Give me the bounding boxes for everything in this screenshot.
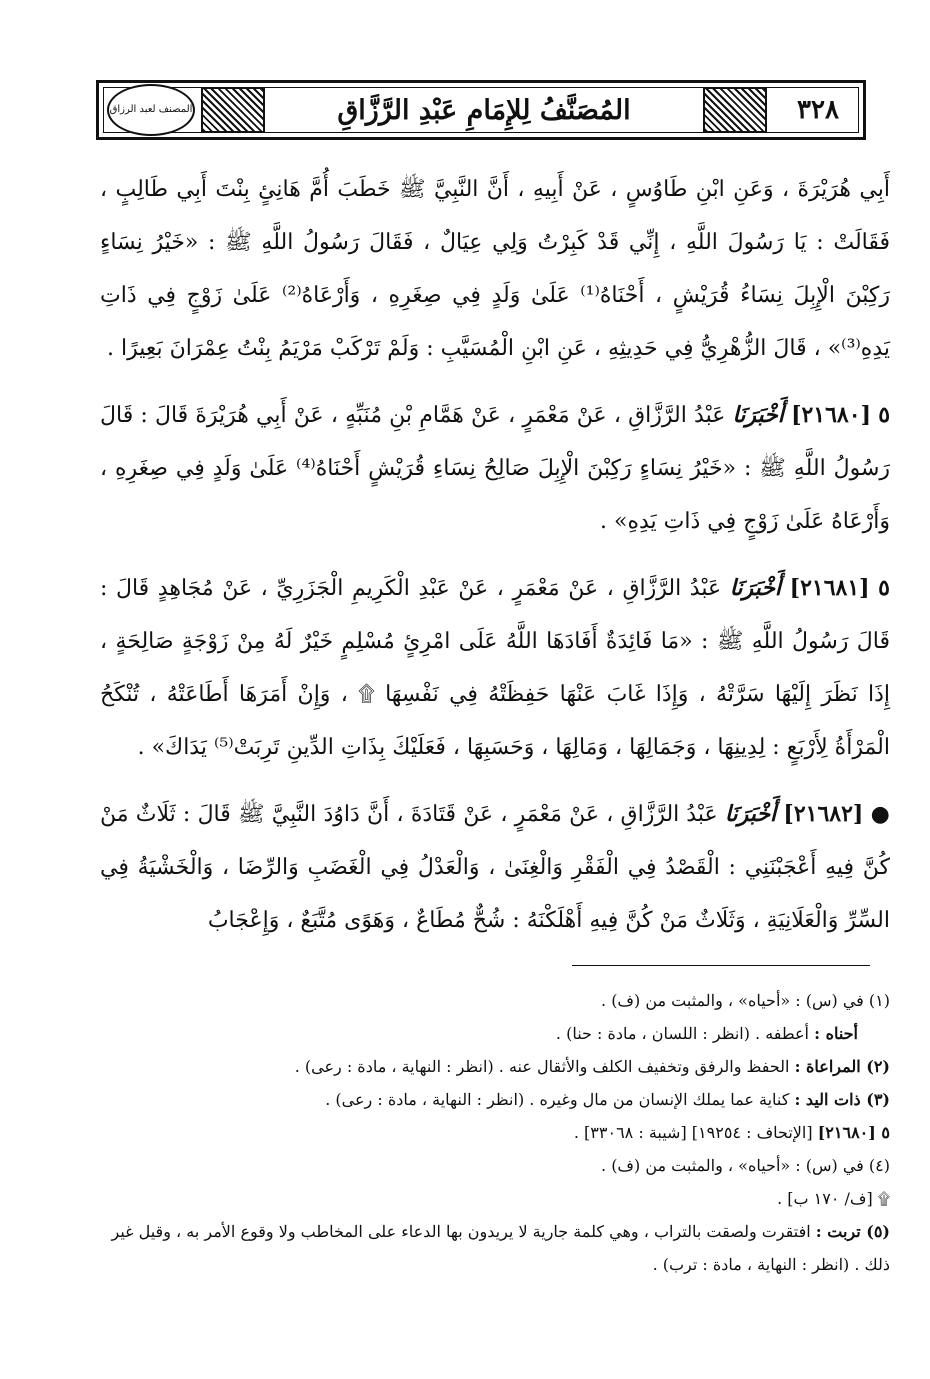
footnote-label: (٢) المراعاة : [794,1057,890,1076]
hadith-paragraph [100,788,890,947]
footnote-label: (٣) ذات اليد : [794,1090,890,1109]
ornament-left [201,87,265,133]
hadith-number: [٢١٦٨٠] [791,402,871,428]
footnote-label: ٥ [٢١٦٨٠] [817,1123,890,1142]
footnote [100,984,890,1017]
hadith-marker: ٥ [878,402,891,428]
footnote [100,1182,890,1215]
footnote-text: [الإتحاف : ١٩٢٥٤] [شيبة : ٣٣٠٦٨] . [573,1123,813,1142]
footnote-label: أحناه : [814,1024,858,1043]
hadith-marker: ٥ [878,575,890,601]
paragraph-text: عَبْدُ الرَّزَّاقِ ، عَنْ مَعْمَرٍ ، عَنْ عَبْدِ الْكَرِيمِ الْجَزَرِيِّ ، عَنْ مُجَاهِدٍ قَالَ : قَالَ رَسُولُ اللَّهِ ﷺ : «مَا فَائِدَةٌ أَفَادَهَا اللَّهُ عَلَى امْرِئٍ مُسْلِمٍ خَيْرٌ لَهُ مِنْ زَوْجَةٍ صَالِحَةٍ ، إِذَا نَظَرَ إِلَيْهَا سَرَّتْهُ ، وَإِذَا غَابَ عَنْهَا حَفِظَتْهُ فِي نَفْسِهَا ۩ ، وَإِنْ أَمَرَهَا أَطَاعَتْهُ ، تُنْكَحُ الْمَرْأَةُ لِأَرْبَعٍ : لِدِينِهَا ، وَجَمَالِهَا ، وَمَالِهَا ، وَحَسَبِهَا ، فَعَلَيْكَ بِذَاتِ الدِّينِ تَرِبَتْ⁽⁵⁾ يَدَاكَ» . [100,576,890,760]
footnote [100,1215,890,1281]
akhbarana-word: أَخْبَرَنَا [732,402,784,428]
page-header [96,80,866,140]
book-emblem: المصنف لعبد الرزاق [107,84,195,136]
hadith-number: [٢١٦٨١] [789,575,870,601]
footnote-text: الحفظ والرفق وتخفيف الكلف والأثقال عنه . (انظر : النهاية ، مادة : رعى) . [294,1057,790,1076]
footnote [100,1149,890,1182]
footnote-text: (١) في (س) : «أحياه» ، والمثبت من (ف) . [601,991,890,1010]
footnote-text: (٤) في (س) : «أحياه» ، والمثبت من (ف) . [601,1156,890,1175]
hadith-number: [٢١٦٨٢] [783,801,864,827]
footnote-text: كناية عما يملك الإنسان من مال وغيره . (انظر : النهاية ، مادة : رعى) . [325,1090,790,1109]
hadith-paragraph [100,562,890,774]
hadith-marker: ● [870,801,891,827]
page-number: ٣٢٨ [797,95,839,125]
footnote [100,1083,890,1116]
book-title: المُصَنَّفُ لِلإِمَامِ عَبْدِ الرَّزَّاقِ [337,94,631,126]
paragraph-text: عَبْدُ الرَّزَّاقِ ، عَنْ مَعْمَرٍ ، عَنْ قَتَادَةَ ، أَنَّ دَاوُدَ النَّبِيَّ ﷺ قَالَ : ثَلَاثٌ مَنْ كُنَّ فِيهِ أَعْجَبْنَنِي : الْقَصْدُ فِي الْفَقْرِ وَالْغِنَىٰ ، وَالْعَدْلُ فِي الْغَضَبِ وَالرِّضَا ، وَالْخَشْيَةُ فِي السِّرِّ وَالْعَلَانِيَةِ ، وَثَلَاثٌ مَنْ كُنَّ فِيهِ أَهْلَكْنَهُ : شُحٌّ مُطَاعٌ ، وَهَوًى مُتَّبَعٌ ، وَإِعْجَابُ [100,802,890,933]
paragraph-text: أَبِي هُرَيْرَةَ ، وَعَنِ ابْنِ طَاوُسٍ ، عَنْ أَبِيهِ ، أَنَّ النَّبِيَّ ﷺ خَطَبَ أُمَّ هَانِئٍ بِنْتَ أَبِي طَالِبٍ ، فَقَالَتْ : يَا رَسُولَ اللَّهِ ، إِنِّي قَدْ كَبِرْتُ وَلِي عِيَالٌ ، فَقَالَ رَسُولُ اللَّهِ ﷺ : «خَيْرُ نِسَاءٍ رَكِبْنَ الْإِبِلَ نِسَاءُ قُرَيْشٍ ، أَحْنَاهُ⁽¹⁾ عَلَىٰ وَلَدٍ فِي صِغَرِهِ ، وَأَرْعَاهُ⁽²⁾ عَلَىٰ زَوْجٍ فِي ذَاتِ يَدِهِ⁽³⁾» ، قَالَ الزُّهْرِيُّ فِي حَدِيثِهِ ، عَنِ ابْنِ الْمُسَيَّبِ : وَلَمْ تَرْكَبْ مَرْيَمُ بِنْتُ عِمْرَانَ بَعِيرًا . [100,177,890,361]
footnote-label: (٥) تربت : [815,1222,890,1241]
akhbarana-word: أَخْبَرَنَا [724,801,777,827]
ornament-right [703,87,767,133]
hadith-paragraph [100,163,890,375]
footnote [100,1017,890,1050]
main-text [100,163,890,953]
footnote-text: ۩ [ف/ ١٧٠ ب] . [777,1189,890,1208]
hadith-paragraph [100,389,890,548]
paragraph-text: عَبْدُ الرَّزَّاقِ ، عَنْ مَعْمَرٍ ، عَنْ هَمَّامِ بْنِ مُنَبِّهٍ ، عَنْ أَبِي هُرَيْرَةَ قَالَ : قَالَ رَسُولُ اللَّهِ ﷺ : «خَيْرُ نِسَاءٍ رَكِبْنَ الْإِبِلَ صَالِحُ نِسَاءِ قُرَيْشٍ أَحْنَاهُ⁽⁴⁾ عَلَىٰ وَلَدٍ فِي صِغَرِهِ ، وَأَرْعَاهُ عَلَىٰ زَوْجٍ فِي ذَاتِ يَدِهِ» . [100,403,890,534]
footnote-text: أعطفه . (انظر : اللسان ، مادة : حنا) . [555,1024,809,1043]
footnote-divider [572,965,870,966]
footnotes [100,984,890,1281]
footnote [100,1116,890,1149]
akhbarana-word: أَخْبَرَنَا [729,575,782,601]
footnote [100,1050,890,1083]
footnote-text: افتقرت ولصقت بالتراب ، وهي كلمة جارية لا يريدون بها الدعاء على المخاطب ولا وقوع الأمر به ، وقيل غير ذلك . (انظر : النهاية ، مادة : ترب) . [111,1222,890,1274]
